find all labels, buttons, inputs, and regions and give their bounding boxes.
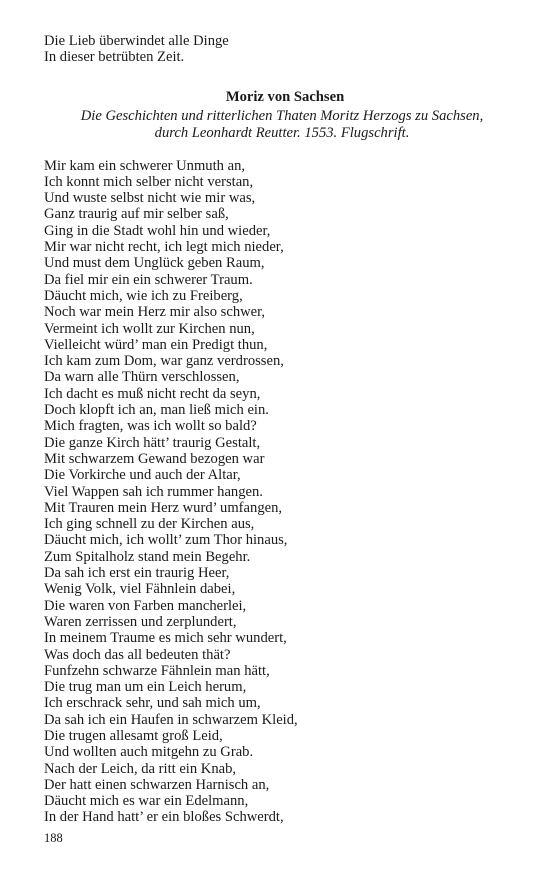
poem-line: Da fiel mir ein ein schwerer Traum.: [44, 271, 253, 288]
poem-line: Der hatt einen schwarzen Harnisch an,: [44, 776, 270, 793]
poem-line: Die ganze Kirch hätt’ traurig Gestalt,: [44, 434, 261, 451]
poem-line: Die Vorkirche und auch der Altar,: [44, 467, 241, 484]
poem-body: [44, 158, 514, 826]
poem-line: Waren zerrissen und zerplundert,: [44, 613, 237, 630]
poem-line: Ich dacht es muß nicht recht da seyn,: [44, 385, 261, 402]
poem-line: In meinem Traume es mich sehr wundert,: [44, 630, 287, 647]
intro-line: In dieser betrübten Zeit.: [44, 49, 185, 66]
poem-line: Ich kam zum Dom, war ganz verdrossen,: [44, 353, 284, 370]
poem-source-line: Die Geschichten und ritterlichen Thaten Moritz Herzogs zu Sachsen,: [80, 107, 484, 124]
poem-line: Funfzehn schwarze Fähnlein man hätt,: [44, 662, 270, 679]
poem-line: Ich ging schnell zu der Kirchen aus,: [44, 516, 255, 533]
poem-line: Mit Trauren mein Herz wurd’ umfangen,: [44, 499, 283, 516]
poem-line: Däucht mich es war ein Edelmann,: [44, 793, 249, 810]
poem-line: Ging in die Stadt wohl hin und wieder,: [44, 222, 271, 239]
poem-line: Vermeint ich wollt zur Kirchen nun,: [44, 320, 255, 337]
poem-line: Und wuste selbst nicht wie mir was,: [44, 190, 256, 207]
poem-line: Viel Wappen sah ich rummer hangen.: [44, 483, 263, 500]
intro-stanza: [44, 33, 514, 66]
poem-line: Die trug man um ein Leich herum,: [44, 679, 247, 696]
poem-line: Däucht mich, wie ich zu Freiberg,: [44, 287, 243, 304]
poem-line: Und wollten auch mitgehn zu Grab.: [44, 744, 254, 761]
page-number: 188: [44, 831, 63, 845]
poem-line: Wenig Volk, viel Fähnlein dabei,: [44, 581, 236, 598]
poem-line: Da warn alle Thürn verschlossen,: [44, 369, 240, 386]
poem-line: Noch war mein Herz mir also schwer,: [44, 304, 266, 321]
poem-line: Vielleicht würd’ man ein Predigt thun,: [44, 336, 268, 353]
poem-line: In der Hand hatt’ er ein bloßes Schwerdt,: [44, 809, 284, 826]
poem-line: Ich konnt mich selber nicht verstan,: [44, 173, 254, 190]
poem-line: Die trugen allesamt groß Leid,: [44, 727, 223, 744]
poem-line: Mit schwarzem Gewand bezogen war: [44, 450, 265, 467]
poem-line: Die waren von Farben mancherlei,: [44, 597, 247, 614]
poem-line: Was doch das all bedeuten thät?: [44, 646, 231, 663]
poem-line: Da sah ich erst ein traurig Heer,: [44, 565, 230, 582]
poem-line: Mich fragten, was ich wollt so bald?: [44, 418, 257, 435]
poem-line: Zum Spitalholz stand mein Begehr.: [44, 548, 251, 565]
poem-line: Mir war nicht recht, ich legt mich nieder,: [44, 239, 284, 256]
poem-line: Und must dem Unglück geben Raum,: [44, 255, 265, 272]
poem-line: Doch klopft ich an, man ließ mich ein.: [44, 402, 269, 419]
poem-line: Ganz traurig auf mir selber saß,: [44, 206, 229, 223]
poem-line: Ich erschrack sehr, und sah mich um,: [44, 695, 261, 712]
poem-line: Däucht mich, ich wollt’ zum Thor hinaus,: [44, 532, 288, 549]
poem-line: Mir kam ein schwerer Unmuth an,: [44, 157, 246, 174]
poem-source-line: durch Leonhardt Reutter. 1553. Flugschrift.: [154, 124, 410, 141]
poem-title: Moriz von Sachsen: [225, 88, 345, 105]
document-page: [44, 33, 514, 826]
poem-line: Da sah ich ein Haufen in schwarzem Kleid,: [44, 711, 298, 728]
poem-source: [44, 108, 514, 142]
intro-line: Die Lieb überwindet alle Dinge: [44, 33, 229, 49]
poem-line: Nach der Leich, da ritt ein Knab,: [44, 760, 237, 777]
